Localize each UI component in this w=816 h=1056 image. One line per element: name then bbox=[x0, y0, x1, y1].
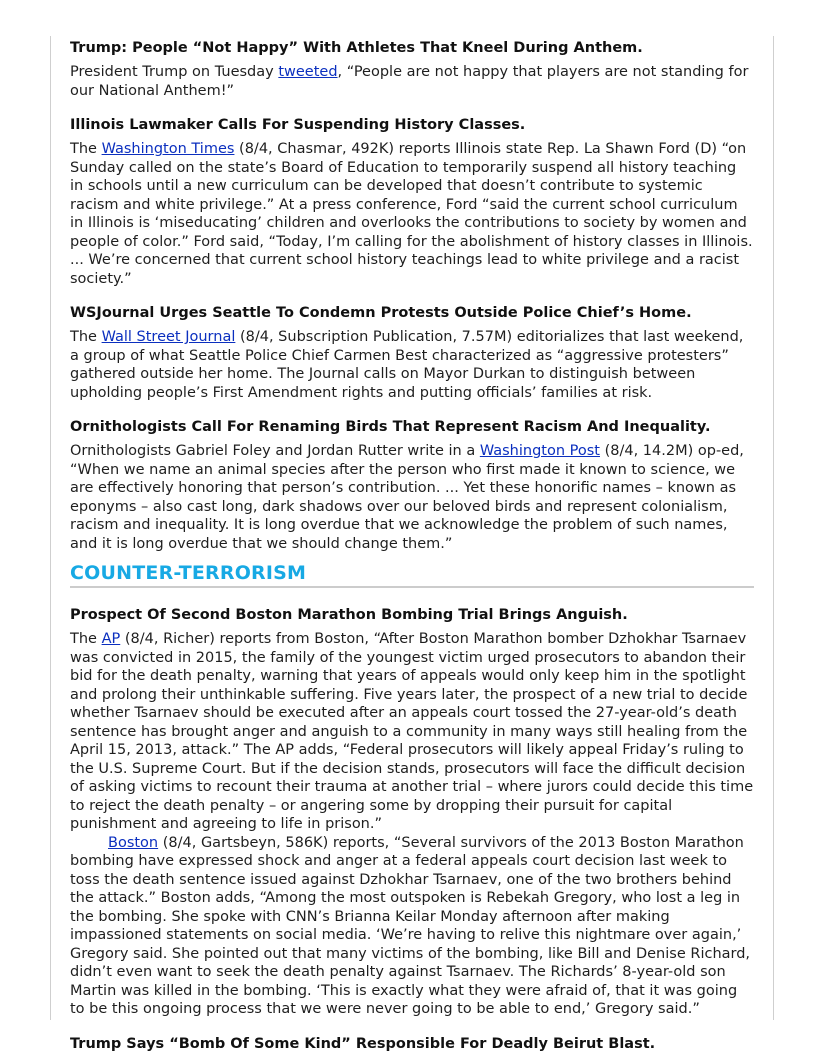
article-body: The AP (8/4, Richer) reports from Boston, “After Boston Marathon bomber Dzhokhar Tsarnaev was convicted in 2015, the family of the youngest victim urged prosecutors to abandon their bid for the death penalty, warning that years of appeals would only keep him in the spotlight and prolong their unthinkable suffering. Five years later, the prospect of a new trial to decide whether Tsarnaev should be executed after an appeals court tossed the 27-year-old’s death sentence has brought anger and anguish to a community in many ways still healing from the April 15, 2013, attack.” The AP adds, “Federal prosecutors will likely appeal Friday’s ruling to the U.S. Supreme Court. But if the decision stands, prosecutors will face the difficult decision of asking victims to recount their trauma at another trial – where jurors could decide this time to reject the death penalty – or angering some by dropping their pursuit for capital punishment and agreeing to life in prison.” bbox=[70, 631, 754, 832]
article-source-link[interactable]: Wall Street Journal bbox=[101, 329, 236, 345]
article-source-link[interactable]: Boston bbox=[108, 834, 159, 851]
article-body-continued: Boston (8/4, Gartsbeyn, 586K) reports, “Several survivors of the 2013 Boston Marathon bombing have expressed shock and anger at a federal appeals court decision last week to toss the death sentence issued against Dzhokhar Tsarnaev, one of the two brothers behind the attack.” Boston adds, “Among the most outspoken is Rebekah Gregory, who lost a leg in the bombing. She spoke with CNN’s Brianna Keilar Monday afternoon after making impassioned statements on social media. ‘We’re having to relive this nightmare over again,’ Gregory said. She pointed out that many victims of the bombing, like Bill and Denise Richard, didn’t even want to seek the death penalty against Tsarnaev. The Richards’ 8-year-old son Martin was killed in the bombing. ‘This is exactly what they were afraid of, that it was going to be this ongoing process that we were never going to be able to end,’ Gregory said.” bbox=[70, 834, 751, 1017]
newsletter-body bbox=[70, 36, 754, 1054]
article-headline: Prospect Of Second Boston Marathon Bombing Trial Brings Anguish. bbox=[70, 607, 628, 623]
article-source-link[interactable]: tweeted bbox=[278, 64, 338, 80]
article-source-link[interactable]: AP bbox=[101, 631, 121, 647]
article-beirut-blast bbox=[70, 1035, 754, 1054]
article-source-link[interactable]: Washington Times bbox=[101, 141, 235, 157]
section-title-counter-terrorism: COUNTER-TERRORISM bbox=[70, 562, 754, 588]
article-athletes-anthem bbox=[70, 39, 754, 100]
article-body: President Trump on Tuesday tweeted, “People are not happy that players are not standing for our National Anthem!” bbox=[70, 64, 749, 99]
article-bird-names bbox=[70, 418, 754, 553]
article-headline: Illinois Lawmaker Calls For Suspending History Classes. bbox=[70, 117, 526, 133]
article-body: Ornithologists Gabriel Foley and Jordan Rutter write in a Washington Post (8/4, 14.2M) op-ed, “When we name an animal species after the person who first made it known to science, we are effectively honoring that person’s contribution. ... Yet these honorific names – known as eponyms – also cast long, dark shadows over our beloved birds and represent colonialism, racism and inequality. It is long overdue that we acknowledge the problem of such names, and it is long overdue that we should change them.” bbox=[70, 443, 744, 552]
article-body: The Wall Street Journal (8/4, Subscription Publication, 7.57M) editorializes that last weekend, a group of what Seattle Police Chief Carmen Best characterized as “aggressive protesters” gathered outside her home. The Journal calls on Mayor Durkan to distinguish between upholding people’s First Amendment rights and putting officials’ families at risk. bbox=[70, 329, 744, 401]
article-body: The Washington Times (8/4, Chasmar, 492K) reports Illinois state Rep. La Shawn Ford (D) “on Sunday called on the state’s Board of Education to temporarily suspend all history teaching in schools until a new curriculum can be developed that doesn’t contribute to systemic racism and white privilege.” At a press conference, Ford “said the current school curriculum in Illinois is ‘miseducating’ children and overlooks the contributions to society by women and people of color.” Ford said, “Today, I’m calling for the abolishment of history classes in Illinois. ... We’re concerned that current school history teachings lead to white privilege and a racist society.” bbox=[70, 141, 753, 287]
article-boston-marathon bbox=[70, 606, 754, 1019]
article-history-classes bbox=[70, 116, 754, 288]
page-border-right bbox=[773, 36, 774, 1020]
article-headline: Ornithologists Call For Renaming Birds That Represent Racism And Inequality. bbox=[70, 419, 711, 435]
article-headline: Trump: People “Not Happy” With Athletes That Kneel During Anthem. bbox=[70, 40, 643, 56]
article-source-link[interactable]: Washington Post bbox=[479, 443, 600, 459]
page-border-left bbox=[50, 36, 51, 1020]
article-headline: Trump Says “Bomb Of Some Kind” Responsible For Deadly Beirut Blast. bbox=[70, 1035, 656, 1052]
article-headline: WSJournal Urges Seattle To Condemn Protests Outside Police Chief’s Home. bbox=[70, 305, 692, 321]
article-seattle-protests bbox=[70, 304, 754, 402]
